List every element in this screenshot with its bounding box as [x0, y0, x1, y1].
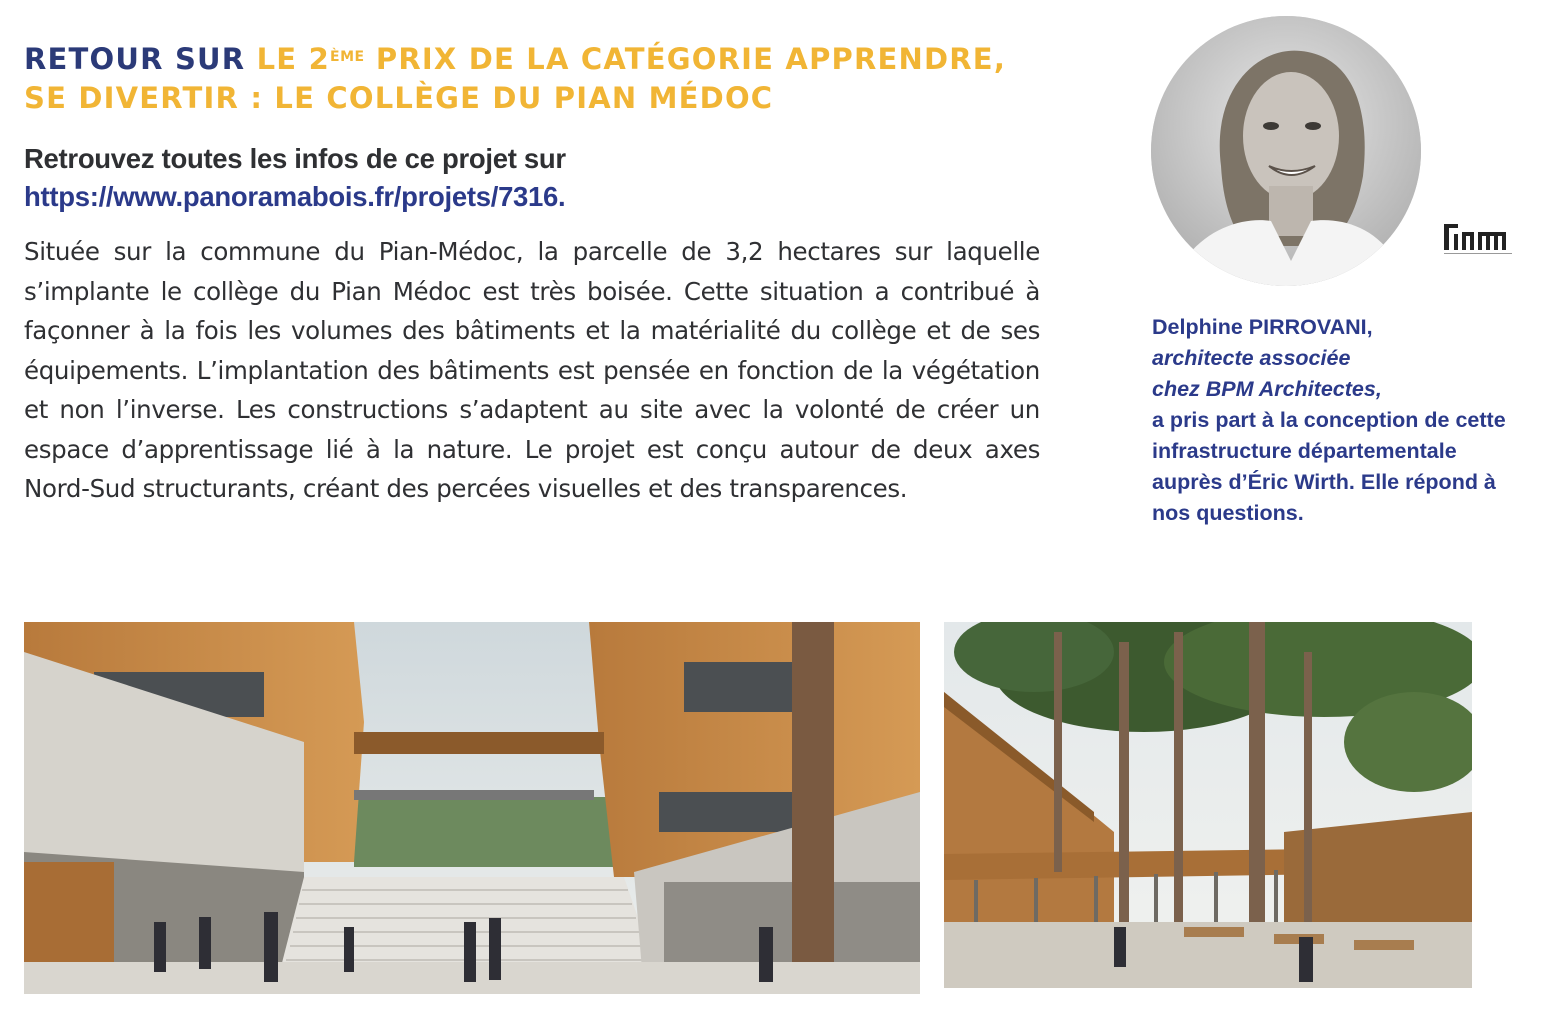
heading-line-2: SE DIVERTIR : LE COLLÈGE DU PIAN MÉDOC	[24, 81, 774, 115]
college-pine-trees-photo	[944, 622, 1472, 988]
heading-rank: LE 2	[256, 42, 330, 76]
heading-category: PRIX DE LA CATÉGORIE APPRENDRE,	[375, 42, 1007, 76]
caption-name: Delphine PIRROVANI,	[1152, 315, 1373, 339]
caption-role-1: architecte associée	[1152, 346, 1351, 370]
college-courtyard-photo	[24, 622, 920, 994]
project-link[interactable]: https://www.panoramabois.fr/projets/7316.	[24, 181, 566, 212]
portrait-caption	[1152, 312, 1532, 529]
article-heading	[24, 40, 1084, 118]
body-paragraph: Située sur la commune du Pian-Médoc, la parcelle de 3,2 hectares sur laquelle s’implante le collège du Pian Médoc est très boisée. Cette situation a contribué à façonner à la fois les volumes des bâtiments et la matérialité du collège et de ses équipements. L’implantation des bâtiments est pensée en fonction de la végétation et non l’inverse. Les constructions s’adaptent au site avec la volonté de créer un espace d’apprentissage lié à la nature. Le projet est conçu autour de deux axes Nord-Sud structurants, créant des percées visuelles et des transparences.	[24, 237, 1040, 503]
heading-superscript: ÈME	[330, 49, 365, 65]
lead-paragraph	[24, 140, 1064, 216]
portrait-photo	[1151, 16, 1421, 286]
bpm-logo-icon	[1442, 218, 1514, 258]
heading-prefix: RETOUR SUR	[24, 42, 246, 76]
lead-text: Retrouvez toutes les infos de ce projet sur	[24, 143, 566, 174]
caption-role-2: chez BPM Architectes,	[1152, 377, 1382, 401]
caption-rest: a pris part à la conception de cette infrastructure départementale auprès d’Éric Wirth. Elle répond à nos questions.	[1152, 408, 1506, 525]
